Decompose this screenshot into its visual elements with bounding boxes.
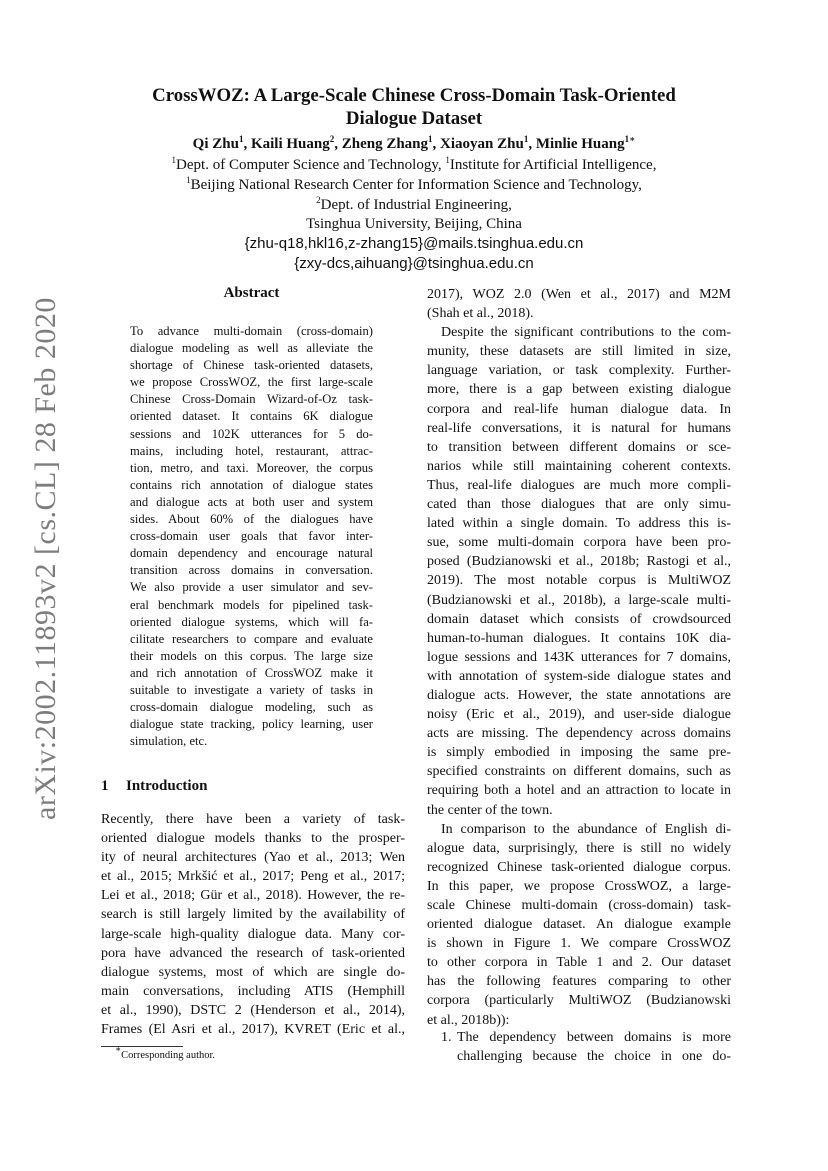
text-line: (Shah et al., 2018).: [427, 306, 534, 322]
affil-text: Dept. of Computer Science and Technology,: [176, 157, 446, 173]
text-line: The dependency between domains is more: [457, 1030, 731, 1045]
text-line: eral benchmark models for pipelined task-: [130, 597, 373, 612]
text-line: to other corpora in Table 1 and 2. Our dataset: [427, 955, 731, 971]
text-line: shortage of Chinese task-oriented datasets,: [130, 358, 373, 373]
author-name: Minlie Huang: [535, 136, 625, 152]
text-line: human-to-human dialogues. It contains 10K dia-: [427, 630, 731, 646]
text-line: simulation, etc.: [130, 734, 208, 749]
text-line: In comparison to the abundance of English di-: [441, 821, 731, 837]
text-line: cilitate researchers to compare and evaluate: [130, 631, 373, 646]
text-line: specified constraints on different domains, such as: [427, 764, 731, 780]
text-line: Thus, real-life dialogues are much more compli-: [427, 477, 731, 493]
text-line: Despite the significant contributions to the com-: [441, 325, 731, 341]
author-name: Zheng Zhang: [341, 136, 429, 152]
author-list: Qi Zhu$^1$, Kaili Huang$^2$, Zheng Zhang$^1$, Xiaoyan Zhu$^1$, Minlie Huang$^{1∗}$: [192, 134, 636, 152]
author-affil-mark: 1∗: [624, 134, 636, 144]
author-name: Xiaoyan Zhu: [440, 136, 524, 152]
text-line: has the following features comparing to other: [427, 974, 731, 990]
text-line: more, there is a gap between existing dialogue: [427, 382, 731, 398]
text-line: tion, metro, and taxi. Moreover, the corpus: [130, 460, 373, 475]
text-line: corpora (particularly MultiWOZ (Budzianowski: [427, 993, 731, 1009]
affil-mark: 2: [316, 195, 321, 205]
text-line: main conversations, including ATIS (Hemphill: [101, 983, 405, 999]
section-title: Introduction: [126, 778, 208, 794]
text-line: with annotation of system-side dialogue states and: [427, 668, 731, 684]
text-line: 2017), WOZ 2.0 (Wen et al., 2017) and M2M: [427, 287, 731, 302]
text-line: 2019). The most notable corpus is MultiWOZ: [427, 573, 731, 589]
section-number: 1: [101, 778, 109, 794]
text-line: dialogue acts. However, the state annotations are: [427, 687, 731, 703]
text-line: dialogue modeling as well as alleviate the: [130, 341, 373, 356]
text-line: scale Chinese multi-domain (cross-domain) task-: [427, 898, 731, 913]
affiliation-line: [0, 156, 828, 176]
text-line: alogue data, surprisingly, there is still no widely: [427, 840, 731, 856]
affil-text: Beijing National Research Center for Information Science and Technology,: [190, 177, 642, 193]
footnote-text: Corresponding author.: [121, 1050, 216, 1061]
text-line: we propose CrossWOZ, the first large-scale: [130, 375, 373, 390]
text-line: sessions and 102K utterances for 5 do-: [130, 426, 373, 441]
affiliation-line: [0, 176, 828, 196]
text-line: et al., 2018b)):: [427, 1012, 510, 1028]
text-line: is simply embodied in imposing the same pre-: [427, 745, 731, 761]
text-line: domain dataset which consists of crowdsourced: [427, 611, 731, 627]
section-heading: [101, 778, 207, 795]
text-line: dialogue state tracking, policy learning, user: [130, 717, 373, 732]
author-affil-mark: 2: [329, 134, 335, 144]
author-affil-mark: 1: [523, 134, 529, 144]
affiliation-line: [0, 196, 828, 216]
text-line: domain dependency and encourage natural: [130, 546, 373, 561]
text-line: language variation, or task complexity. Further-: [427, 363, 731, 379]
text-line: In this paper, we propose CrossWOZ, a large-: [427, 878, 731, 894]
paper-title: [0, 84, 828, 130]
text-line: search is still largely limited by the availability of: [101, 907, 405, 923]
abstract-heading: Abstract: [223, 285, 280, 301]
text-line: is shown in Figure 1. We compare CrossWOZ: [427, 936, 731, 952]
title-line: CrossWOZ: A Large-Scale Chinese Cross-Domain Task-Oriented: [152, 85, 676, 106]
text-line: challenging because the choice in one do-: [457, 1049, 731, 1065]
text-line: cross-domain dialogue modeling, such as: [130, 700, 373, 715]
text-line: lated within a single domain. To address this is-: [427, 516, 731, 532]
affiliation-line: [0, 215, 828, 235]
text-line: narios while still maintaining coherent contexts.: [427, 458, 731, 474]
text-line: noisy (Eric et al., 2019), and user-side dialogue: [427, 707, 731, 723]
affil-mark: 1: [186, 175, 191, 185]
right-column-text: [427, 285, 731, 1030]
intro-paragraph: [101, 810, 405, 1039]
footnote-rule: [101, 1046, 183, 1047]
text-line: sides. About 60% of the dialogues have: [130, 512, 373, 527]
text-line: requiring both a hotel and an attraction to locate in: [427, 783, 731, 799]
affil-text: Institute for Artificial Intelligence,: [449, 157, 657, 173]
text-line: Chinese Cross-Domain Wizard-of-Oz task-: [130, 392, 373, 407]
text-line: their models on this corpus. The large size: [130, 648, 373, 663]
author-affil-mark: 1: [428, 134, 433, 144]
text-line: munity, these datasets are still limited in size,: [427, 344, 731, 360]
text-line: contains rich annotation of dialogue states: [130, 477, 373, 492]
text-line: oriented dataset. It contains 6K dialogue: [130, 409, 373, 424]
arxiv-stamp: arXiv:2002.11893v2 [cs.CL] 28 Feb 2020: [29, 297, 62, 820]
text-line: oriented dialogue dataset. An dialogue example: [427, 917, 731, 933]
text-line: et al., 1990), DSTC 2 (Henderson et al., 2014),: [101, 1002, 405, 1018]
text-line: and dialogue acts at both user and system: [130, 494, 373, 509]
text-line: Frames (El Asri et al., 2017), KVRET (Eric et al.,: [101, 1022, 405, 1038]
text-line: dialogue systems, most of which are single do-: [101, 964, 405, 980]
text-line: large-scale high-quality dialogue data. Many cor-: [101, 926, 405, 942]
author-name: Qi Zhu: [192, 136, 239, 152]
title-line: Dialogue Dataset: [345, 108, 483, 129]
text-line: ity of neural architectures (Yao et al., 2013; Wen: [101, 850, 405, 866]
text-line: and rich annotation of CrossWOZ make it: [130, 665, 373, 680]
text-line: oriented dialogue models thanks to the prosper-: [101, 831, 405, 847]
abstract-body: [130, 323, 373, 750]
footnote-mark: ∗: [115, 1044, 122, 1054]
footnote: [115, 1044, 216, 1063]
text-line: sue, some multi-domain corpora have been pro-: [427, 535, 731, 551]
text-line: cross-domain user goals that favor inter-: [130, 529, 373, 544]
text-line: cated than those dialogues that are only simu-: [427, 497, 731, 513]
author-name: Kaili Huang: [250, 136, 330, 152]
text-line: We also provide a user simulator and sev-: [130, 580, 373, 595]
author-affil-mark: 1: [238, 134, 244, 144]
text-line: Lei et al., 2018; Gür et al., 2018). However, the re-: [101, 888, 405, 904]
text-line: recognized Chinese task-oriented dialogue corpus.: [427, 859, 731, 875]
affil-mark: 1: [171, 155, 177, 165]
text-line: posed (Budzianowski et al., 2018b; Rastogi et al.,: [427, 554, 731, 570]
list-number: 1.: [441, 1030, 452, 1045]
text-line: suitable to investigate a variety of tasks in: [130, 682, 373, 697]
text-line: mains, including hotel, restaurant, attrac-: [130, 443, 373, 458]
text-line: logue sessions and 143K utterances for 7 domains,: [427, 649, 731, 665]
text-line: To advance multi-domain (cross-domain): [130, 324, 373, 338]
email-line: {zxy-dcs,aihuang}@tsinghua.edu.cn: [294, 255, 534, 272]
text-line: corpora and real-life human dialogue data. In: [427, 401, 731, 417]
text-line: pora have advanced the research of task-oriented: [101, 945, 405, 961]
email-line: {zhu-q18,hkl16,z-zhang15}@mails.tsinghua.edu.cn: [244, 235, 584, 252]
text-line: real-life conversations, it is natural for humans: [427, 420, 731, 436]
text-line: (Budzianowski et al., 2018b), a large-scale multi-: [427, 592, 731, 608]
text-line: to transition between different domains or sce-: [427, 439, 731, 455]
text-line: Recently, there have been a variety of task-: [101, 812, 405, 827]
affil-text: Dept. of Industrial Engineering,: [320, 197, 512, 213]
affil-mark: 1: [445, 155, 450, 165]
text-line: et al., 2015; Mrkšić et al., 2017; Peng et al., 2017;: [101, 869, 405, 885]
affil-text: Tsinghua University, Beijing, China: [306, 216, 522, 232]
list-text: [457, 1028, 731, 1066]
text-line: the center of the town.: [427, 802, 553, 818]
text-line: oriented dialogue systems, which will fa-: [130, 614, 373, 629]
text-line: transition across domains in conversation.: [130, 563, 373, 578]
text-line: acts are missing. The dependency across domains: [427, 726, 731, 742]
